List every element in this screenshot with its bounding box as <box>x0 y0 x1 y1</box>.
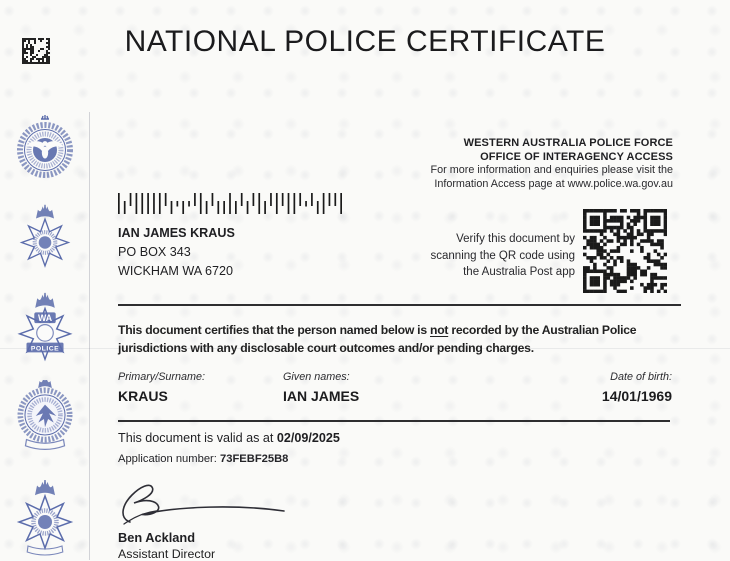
verify-line-2: scanning the QR code using <box>430 249 575 262</box>
qr-code <box>583 209 667 293</box>
verify-instructions <box>420 231 575 281</box>
validity-line <box>118 431 340 445</box>
surname-value: KRAUS <box>118 388 168 404</box>
issuer-name: WESTERN AUSTRALIA POLICE FORCE <box>463 137 673 149</box>
given-names-label: Given names: <box>283 371 350 383</box>
issuer-info-2: Information Access page at www.police.wa.gov.au <box>434 177 673 190</box>
date-of-birth-label: Date of birth: <box>610 371 672 383</box>
queensland-police-crest <box>14 476 76 558</box>
recipient-address-block <box>118 224 235 281</box>
application-number-value: 73FEBF25B8 <box>220 453 289 465</box>
recipient-name: IAN JAMES KRAUS <box>118 226 235 240</box>
verify-line-1: Verify this document by <box>456 233 575 245</box>
wa-badge-banner-text: POLICE <box>30 345 60 353</box>
date-of-birth-value: 14/01/1969 <box>601 388 672 404</box>
application-number-line <box>118 453 288 465</box>
certification-statement <box>118 321 684 357</box>
new-south-wales-police-crest <box>14 380 76 454</box>
surname-label: Primary/Surname: <box>118 371 205 383</box>
recipient-address-line-1: PO BOX 343 <box>118 245 191 259</box>
divider-top <box>118 304 681 306</box>
wa-badge-text: WA <box>37 313 53 324</box>
signatory-name: Ben Ackland <box>118 530 196 545</box>
signatory-title: Assistant Director <box>118 547 216 561</box>
divider-bottom <box>118 420 670 422</box>
south-australia-police-crest <box>14 114 76 180</box>
issuer-block <box>431 137 673 191</box>
recipient-address-line-2: WICKHAM WA 6720 <box>118 264 234 278</box>
vertical-fold-line <box>89 112 90 560</box>
certification-text-before: This document certifies that the person named below is <box>118 323 430 337</box>
application-number-label: Application number: <box>118 453 220 465</box>
western-australia-police-crest <box>14 291 76 367</box>
issuer-office: OFFICE OF INTERAGENCY ACCESS <box>480 150 673 163</box>
certification-text-after: recorded by the Australian Police jurisdictions with any disclosable court outcomes and/or pending charges. <box>118 323 637 355</box>
verify-line-3: the Australia Post app <box>463 266 575 278</box>
given-names-value: IAN JAMES <box>283 388 360 404</box>
victoria-police-crest <box>14 203 76 273</box>
australia-post-barcode <box>118 193 346 215</box>
validity-date: 02/09/2025 <box>276 431 340 445</box>
certification-text-underlined: not <box>430 323 449 337</box>
signature <box>116 477 291 529</box>
validity-prefix: This document is valid as at <box>118 431 277 445</box>
issuer-info-1: For more information and enquiries please visit the <box>430 164 673 176</box>
page-title: NATIONAL POLICE CERTIFICATE <box>124 25 606 58</box>
